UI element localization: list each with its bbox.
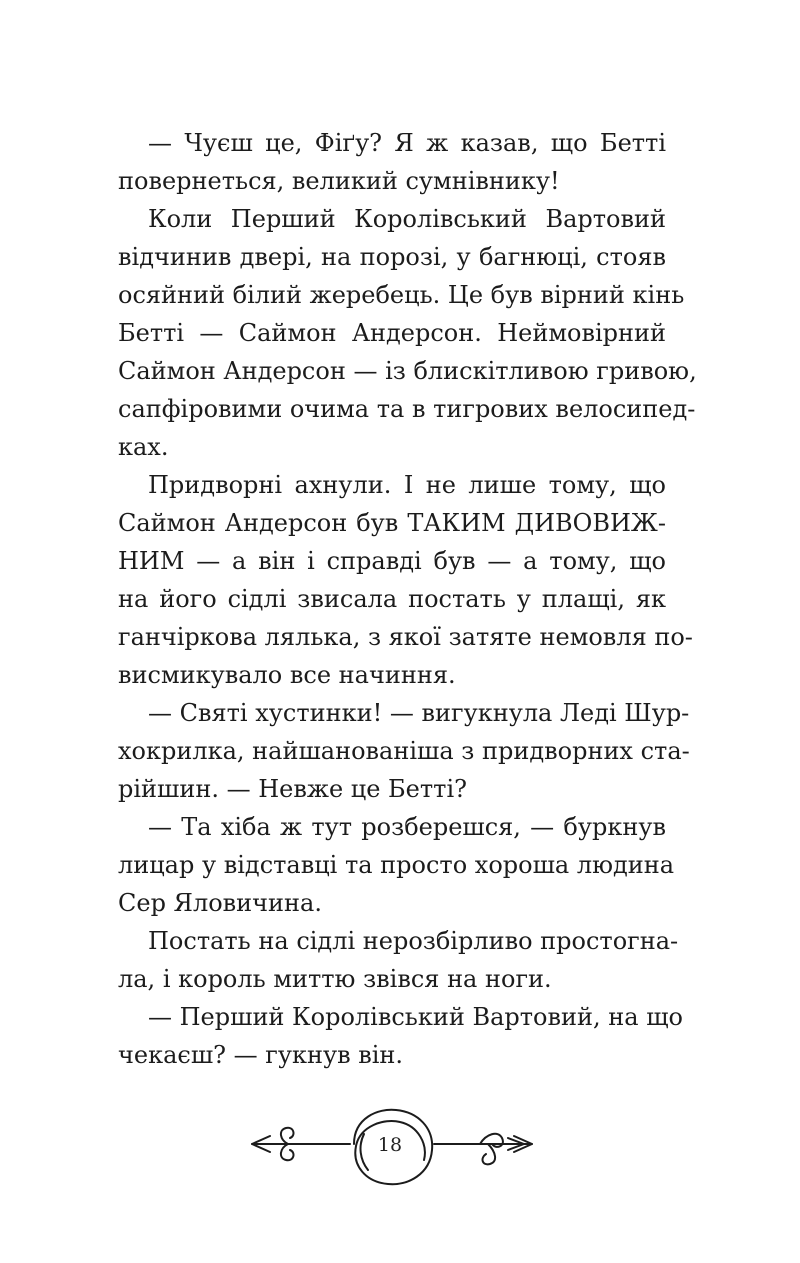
text-line: висмикувало все начиння. (118, 661, 456, 689)
text-line: Саймон Андерсон — із блискітливою гривою, (118, 357, 697, 385)
text-line: хокрилка, найшанованіша з придворних ста- (118, 737, 690, 765)
text-line: — Та хіба ж тут розберешся, — буркнув (148, 813, 666, 841)
paragraph (118, 808, 675, 922)
text-line: — Чуєш це, Фіґу? Я ж казав, що Бетті (148, 129, 666, 157)
text-line: чекаєш? — гукнув він. (118, 1041, 404, 1069)
text-line: ла, і король миттю звівся на ноги. (118, 965, 552, 993)
text-line: на його сідлі звисала постать у плащі, як (118, 585, 666, 613)
paragraph (118, 200, 697, 466)
paragraph (118, 922, 679, 998)
page-number: 18 (377, 1134, 403, 1156)
text-line: Постать на сідлі нерозбірливо простогна- (148, 927, 679, 955)
paragraph (118, 466, 693, 694)
text-line: лицар у відставці та просто хороша людина (118, 851, 675, 879)
text-line: осяйний білий жеребець. Це був вірний кінь (118, 281, 685, 309)
text-line: сапфіровими очима та в тигрових велосипед- (118, 395, 696, 423)
text-line: — Перший Королівський Вартовий, на що (148, 1003, 683, 1031)
text-line: Сер Яловичина. (118, 889, 322, 917)
text-line: Саймон Андерсон був ТАКИМ ДИВОВИЖ- (118, 509, 666, 537)
text-line: Коли Перший Королівський Вартовий (148, 205, 666, 233)
text-line: ганчіркова лялька, з якої затяте немовля по- (118, 623, 693, 651)
page-body-text (118, 124, 697, 1074)
text-line: — Святі хустинки! — вигукнула Леді Шур- (148, 699, 690, 727)
text-line: повернеться, великий сумнівнику! (118, 167, 560, 195)
paragraph (118, 998, 683, 1074)
text-line: ках. (118, 433, 169, 461)
text-line: відчинив двері, на порозі, у багнюці, стояв (118, 243, 666, 271)
text-line: Бетті — Саймон Андерсон. Неймовірний (118, 319, 666, 347)
paragraph (118, 124, 666, 200)
text-line: НИМ — а він і справді був — а тому, що (118, 547, 666, 575)
text-line: Придворні ахнули. І не лише тому, що (148, 471, 666, 499)
paragraph (118, 694, 690, 808)
text-line: рійшин. — Невже це Бетті? (118, 775, 467, 803)
